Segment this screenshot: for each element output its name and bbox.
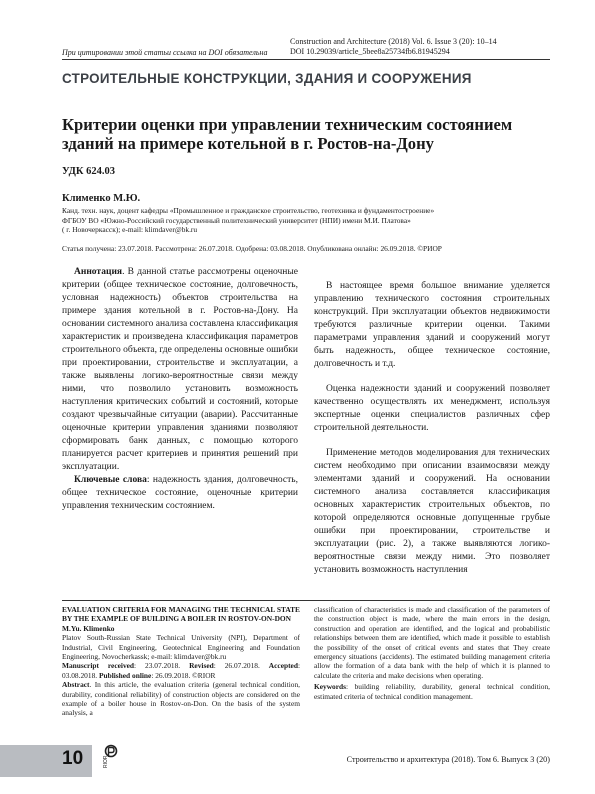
- received-label: Manuscript received: [62, 661, 135, 671]
- author-affiliation: [62, 206, 552, 235]
- accepted-date: : 03.08.2018.: [62, 661, 300, 680]
- body-paragraph: Применение методов моделирования для технических систем необходимо при описании взаимосвязи между элементами зданий и сооружений. На основании системного анализа составляется классификация основных характеристик строительных объектов, по которой определяются основные допущенные грубые ошибки при проектировании, строительстве и эксплуатации (рис. 2), а также выявляются логико-вероятностные связи между ними. Это позволяет установить возможность наступления: [314, 448, 550, 575]
- english-dates: [62, 661, 300, 680]
- udk-code: УДК 624.03: [62, 166, 115, 177]
- body-paragraph: В настоящее время большое внимание уделяется управлению технического состояния строительных конструкций. При эксплуатации объектов недвижимости требуются различные критерии оценки. Такими параметрами управления зданий и сооружений могут быть надежность, общее техническое состояние, долговечность и т.д.: [314, 281, 550, 369]
- header-rule: [62, 59, 550, 60]
- journal-reference: Construction and Architecture (2018) Vol. 6. Issue 3 (20): 10–14: [290, 37, 497, 46]
- keywords-label: Ключевые слова: [74, 475, 147, 485]
- english-abstract-label: Abstract: [62, 680, 90, 690]
- rior-logo-text: RIOR: [103, 755, 109, 768]
- page-number: 10: [62, 748, 84, 769]
- accepted-label: Accepted: [268, 661, 298, 671]
- english-author: M.Yu. Klimenko: [62, 623, 115, 633]
- footer-journal: Строительство и архитектура (2018). Том 6. Выпуск 3 (20): [346, 755, 550, 764]
- abstract-column: [62, 266, 298, 513]
- article-title: Критерии оценки при управлении техническим состоянием зданий на примере котельной в г. Ростов-на-Дону: [62, 115, 513, 153]
- abstract-ru: [62, 266, 298, 474]
- english-right-column: [314, 605, 550, 701]
- english-keywords-label: Keywords: [314, 682, 347, 692]
- abstract-label: Аннотация: [74, 267, 123, 277]
- citation-note: При цитировании этой статьи ссылка на DOI обязательна: [62, 48, 268, 57]
- body-paragraph: Оценка надежности зданий и сооружений позволяет качественно осуществлять их менеджмент, используя экспертные оценки специалистов различных сфер строительной деятельности.: [314, 384, 550, 433]
- english-keywords: [314, 682, 550, 701]
- english-abstract-text: . In this article, the evaluation criteria (general technical condition, durability, conditional reliability) of construction objects are considered on the example of a boiler house in Rostov-on-Don. On the basis of the system analysis, a: [62, 680, 300, 718]
- english-affiliation: Platov South-Russian State Technical University (NPI), Department of Industrial, Civil Engineering, Geotechnical Engineering and Foundation Engineering, Novocherkassk; e-mail: klimdaver@bk.ru: [62, 633, 300, 662]
- english-rule: [62, 600, 550, 601]
- published-date: : 26.09.2018. ©RIOR: [151, 670, 216, 680]
- keywords-text: : надежность здания, долговечность, общее техническое состояние, оценочные критерии управления техническим состоянием.: [62, 475, 298, 511]
- received-date: : 23.07.2018.: [134, 661, 190, 671]
- revised-date: : 26.07.2018.: [213, 661, 269, 671]
- author-name: Клименко М.Ю.: [62, 193, 141, 204]
- published-label: Published online: [98, 670, 152, 680]
- section-title: СТРОИТЕЛЬНЫЕ КОНСТРУКЦИИ, ЗДАНИЯ И СООРУЖЕНИЯ: [62, 71, 472, 86]
- affiliation-line: ( г. Новочеркасск); e-mail: klimdaver@bk.ru: [62, 225, 198, 234]
- journal-header: [290, 37, 550, 57]
- english-left-column: [62, 605, 300, 718]
- article-dates: Статья получена: 23.07.2018. Рассмотрена: 26.07.2018. Одобрена: 03.08.2018. Опубликована онлайн: 26.09.2018. ©РИОР: [62, 244, 442, 253]
- affiliation-line: Канд. техн. наук, доцент кафедры «Промышленное и гражданское строительство, геотехника и фундаментостроение»: [62, 206, 435, 215]
- keywords-ru: [62, 474, 298, 513]
- english-abstract-continued: classification of characteristics is made and classification of the parameters of the construction object is made, where the main errors in the design, construction and operation are identified, and the logical and probabilistic relationships between them are identified, which made it possible to establish the possibility of the onset of critical events and states that They create emergency situations (accidents). The estimated building management criteria allow the formation of a data bank with the help of which it is planned to calculate the criteria and make decisions when operating.: [314, 605, 550, 680]
- english-keywords-text: : building reliability, durability, general technical condition, estimated criteria of technical condition management.: [314, 682, 550, 701]
- english-title: EVALUATION CRITERIA FOR MANAGING THE TECHNICAL STATE BY THE EXAMPLE OF BUILDING A BOILER IN ROSTOV-ON-DON: [62, 605, 300, 624]
- english-abstract-start: [62, 680, 300, 718]
- body-column: [314, 280, 550, 577]
- affiliation-line: ФГБОУ ВО «Южно-Российский государственный политехнический университет (НПИ) имени М.И. Платова»: [62, 215, 411, 225]
- doi[interactable]: DOI 10.29039/article_5bee8a25734fb6.81945294: [290, 47, 450, 56]
- revised-label: Revised: [189, 661, 214, 671]
- abstract-text: . В данной статье рассмотрены оценочные критерии (общее техническое состояние, долговечность, условная надежность) объектов строительства на примере здания котельной в г. Ростов-на-Дону. На основании системного анализа составлена классификация характеристик и произведена классификация параметров строительного объекта, где определены основные ошибки при проектировании, строительстве и эксплуатации, а также выявлены логико-вероятностные связи между ними, что позволило установить возможность наступления критических событий и состояний, которые создают чрезвычайные ситуации (аварии). Рассчитанные оценочные критерии управления зданиями позволяют сформировать банк данных, с помощью которого планируется расчет критериев и принятия решений при эксплуатации.: [62, 267, 298, 472]
